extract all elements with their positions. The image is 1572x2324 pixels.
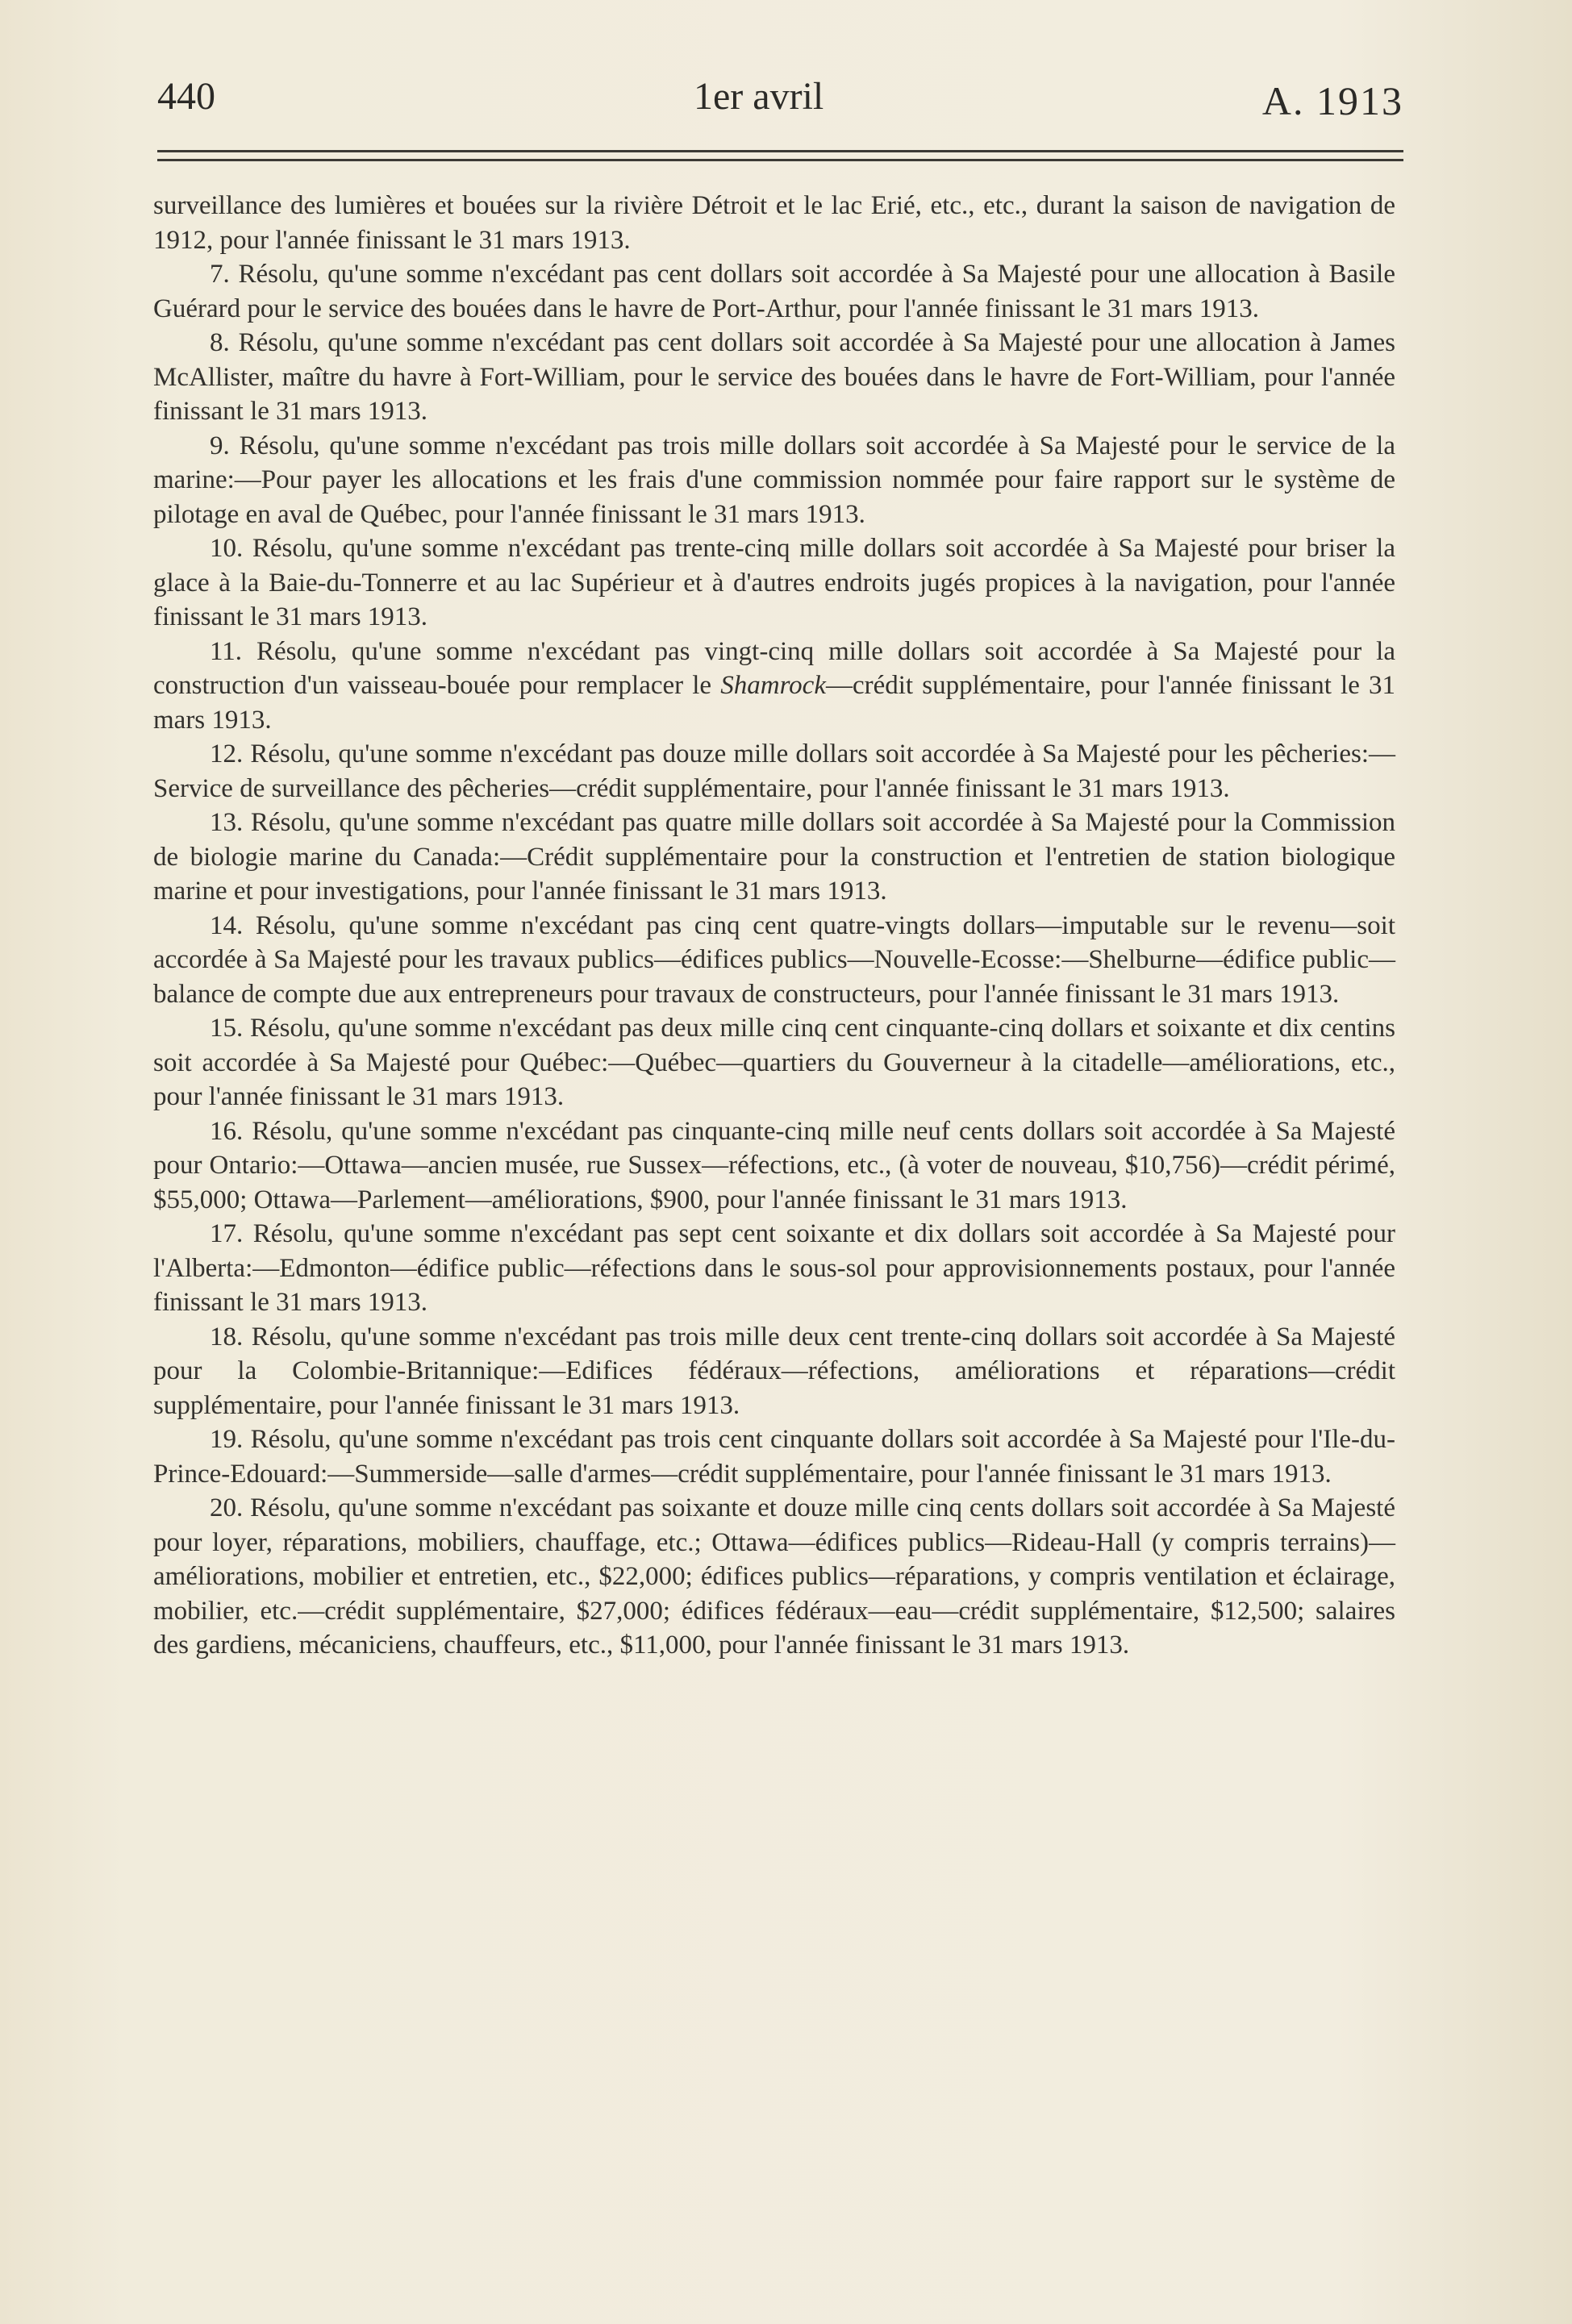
paragraph-continuation: surveillance des lumières et bouées sur la rivière Détroit et le lac Erié, etc., etc., durant la saison de navigation de 1912, pour l'année finissant le 31 mars 1913. <box>153 191 1395 255</box>
paragraph-11-text: 11. Résolu, qu'une somme n'excédant pas vingt-cinq mille dollars soit accordée à Sa Majesté pour la construction d'un vaisseau-bouée pour remplacer le <box>153 636 1395 700</box>
paragraph-10: 10. Résolu, qu'une somme n'excédant pas trente-cinq mille dollars soit accordée à Sa Majesté pour briser la glace à la Baie-du-Tonnerre et au lac Supérieur et à d'autres endroits jugés propices à la navigation, pour l'année finissant le 31 mars 1913. <box>153 534 1395 631</box>
paragraph-20: 20. Résolu, qu'une somme n'excédant pas soixante et douze mille cinq cents dollars soit accordée à Sa Majesté pour loyer, réparations, mobiliers, chauffage, etc.; Ottawa—édifices publics—Rideau-Hall (y compris terrains)—améliorations, mobilier et entretien, etc., $22,000; édifices publics—réparations, y compris ventilation et éclairage, mobilier, etc.—crédit supplémentaire, $27,000; édifices fédéraux—eau—crédit supplémentaire, $12,500; salaires des gardiens, mécaniciens, chauffeurs, etc., $11,000, pour l'année finissant le 31 mars 1913. <box>153 1493 1395 1660</box>
paragraph-13: 13. Résolu, qu'une somme n'excédant pas quatre mille dollars soit accordée à Sa Majesté pour la Commission de biologie marine du Canada:—Crédit supplémentaire pour la construction et l'entretien de station biologique marine et pour investigations, pour l'année finissant le 31 mars 1913. <box>153 808 1395 906</box>
paragraph-14: 14. Résolu, qu'une somme n'excédant pas cinq cent quatre-vingts dollars—imputable sur le revenu—soit accordée à Sa Majesté pour les travaux publics—édifices publics—Nouvelle-Ecosse:—Shelburne—édifice public—balance de compte due aux entrepreneurs pour travaux de constructeurs, pour l'année finissant le 31 mars 1913. <box>153 910 1395 1009</box>
paragraph-8: 8. Résolu, qu'une somme n'excédant pas cent dollars soit accordée à Sa Majesté pour une allocation à James McAllister, maître du havre à Fort-William, pour le service des bouées dans le havre de Fort-William, pour l'année finissant le 31 mars 1913. <box>153 328 1395 426</box>
paragraph-11-text-end: —crédit supplémentaire, pour l'année finissant le 31 mars 1913. <box>153 671 1395 735</box>
paragraph-15: 15. Résolu, qu'une somme n'excédant pas deux mille cinq cent cinquante-cinq dollars et soixante et dix centins soit accordée à Sa Majesté pour Québec:—Québec—quartiers du Gouverneur à la citadelle—améliorations, etc., pour l'année finissant le 31 mars 1913. <box>153 1014 1395 1111</box>
paragraph-18: 18. Résolu, qu'une somme n'excédant pas trois mille deux cent trente-cinq dollars soit accordée à Sa Majesté pour la Colombie-Britannique:—Edifices fédéraux—réfections, améliorations et réparations—crédit supplémentaire, pour l'année finissant le 31 mars 1913. <box>153 1322 1395 1420</box>
header-rule <box>157 150 1403 161</box>
paragraph-11 <box>153 635 1395 738</box>
paragraph-19: 19. Résolu, qu'une somme n'excédant pas trois cent cinquante dollars soit accordée à Sa Majesté pour l'Ile-du-Prince-Edouard:—Summerside—salle d'armes—crédit supplémentaire, pour l'année finissant le 31 mars 1913. <box>153 1425 1395 1489</box>
page-year: A. 1913 <box>1261 78 1403 123</box>
ship-name: Shamrock <box>720 671 826 700</box>
page-date: 1er avril <box>694 75 824 118</box>
paragraph-12: 12. Résolu, qu'une somme n'excédant pas douze mille dollars soit accordée à Sa Majesté pour les pêcheries:—Service de surveillance des pêcheries—crédit supplémentaire, pour l'année finissant le 31 mars 1913. <box>153 739 1395 803</box>
paragraph-17: 17. Résolu, qu'une somme n'excédant pas sept cent soixante et dix dollars soit accordée à Sa Majesté pour l'Alberta:—Edmonton—édifice public—réfections dans le sous-sol pour approvisionnements postaux, pour l'année finissant le 31 mars 1913. <box>153 1219 1395 1317</box>
page-number: 440 <box>157 75 215 118</box>
paragraph-16: 16. Résolu, qu'une somme n'excédant pas cinquante-cinq mille neuf cents dollars soit accordée à Sa Majesté pour Ontario:—Ottawa—ancien musée, rue Sussex—réfections, etc., (à voter de nouveau, $10,756)—crédit périmé, $55,000; Ottawa—Parlement—améliorations, $900, pour l'année finissant le 31 mars 1913. <box>153 1116 1395 1214</box>
body-text <box>153 189 1395 1663</box>
page-header <box>157 74 1403 131</box>
paragraph-7: 7. Résolu, qu'une somme n'excédant pas cent dollars soit accordée à Sa Majesté pour une allocation à Basile Guérard pour le service des bouées dans le havre de Port-Arthur, pour l'année finissant le 31 mars 1913. <box>153 260 1395 323</box>
paragraph-9: 9. Résolu, qu'une somme n'excédant pas trois mille dollars soit accordée à Sa Majesté pour le service de la marine:—Pour payer les allocations et les frais d'une commission nommée pour faire rapport sur le système de pilotage en aval de Québec, pour l'année finissant le 31 mars 1913. <box>153 431 1395 529</box>
